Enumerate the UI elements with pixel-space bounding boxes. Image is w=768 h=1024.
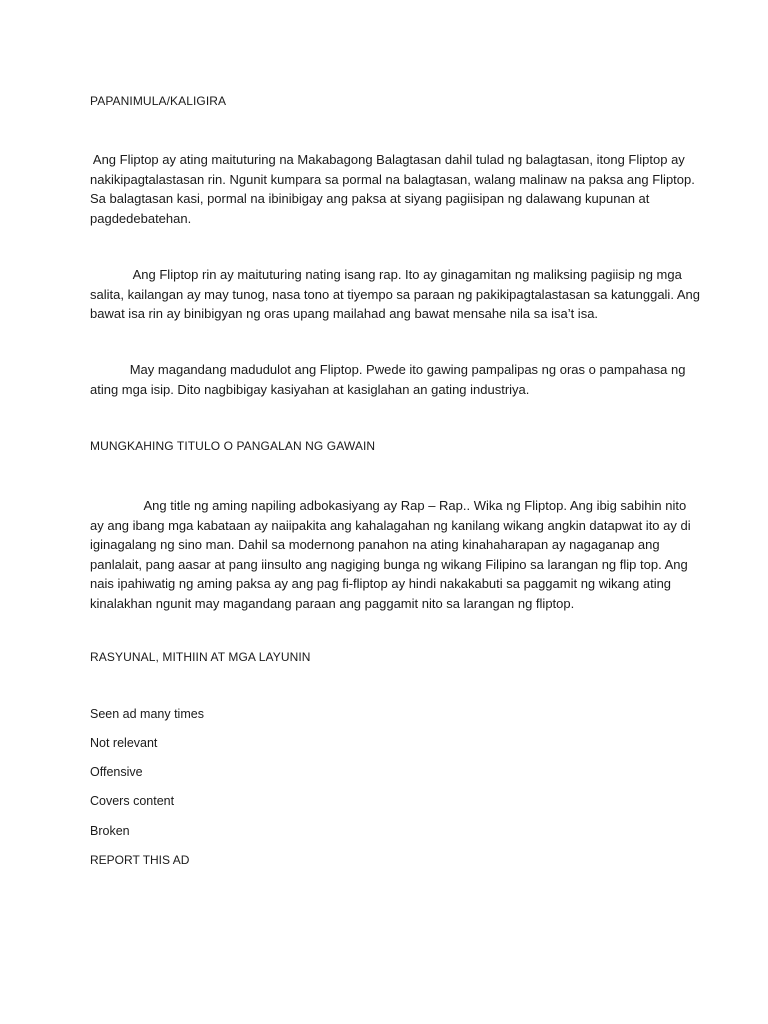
paragraph-line: bawat isa rin ay binibigyan ng oras upang mailahad ang bawat mensahe nila sa isa’t isa. — [90, 306, 599, 321]
paragraph-line: Ang Fliptop ay ating maituturing na Makabagong Balagtasan dahil tulad ng balagtasan, itong Fliptop ay — [90, 152, 685, 167]
paragraph-fliptop-balagtasan — [90, 150, 695, 228]
paragraph-line: ating mga isip. Dito nagbibigay kasiyahan at kasiglahan an gating industriya. — [90, 381, 530, 397]
ad-feedback-option-seen-many-times[interactable]: Seen ad many times — [90, 707, 204, 721]
paragraph-line: nais ipahiwatig ng aming paksa ay ang pag fi-fliptop ay hindi nakakabuti sa paggamit ng wikang ating — [90, 576, 672, 591]
paragraph-line: Ang Fliptop rin ay maituturing nating isang rap. Ito ay ginagamitan ng maliksing pagiisip ng mga — [90, 267, 682, 282]
ad-feedback-option-broken[interactable]: Broken — [90, 824, 130, 838]
paragraph-line: Sa balagtasan kasi, pormal na ibinibigay ang paksa at siyang pagiisipan ng dalawang kupunan at — [90, 191, 650, 206]
report-ad-button[interactable]: REPORT THIS AD — [90, 853, 190, 867]
ad-feedback-option-offensive[interactable]: Offensive — [90, 765, 143, 779]
section-heading-mungkahing-titulo: MUNGKAHING TITULO O PANGALAN NG GAWAIN — [90, 439, 376, 453]
paragraph-line: May magandang madudulot ang Fliptop. Pwede ito gawing pampalipas ng oras o pampahasa ng — [90, 362, 686, 377]
section-heading-rasyunal: RASYUNAL, MITHIIN AT MGA LAYUNIN — [90, 650, 311, 664]
paragraph-line: nakikipagtalastasan rin. Ngunit kumpara sa pormal na balagtasan, walang malinaw na paksa ang Fliptop. — [90, 171, 695, 187]
ad-feedback-option-not-relevant[interactable]: Not relevant — [90, 736, 158, 750]
paragraph-line: ay ang ibang mga kabataan ay naiipakita ang kahalagahan ng kanilang wikang angkin datapwat ito ay di — [90, 517, 691, 533]
paragraph-title-advocacy — [90, 496, 690, 613]
paragraph-fliptop-rap — [90, 265, 700, 324]
paragraph-line: panlalait, pang aasar at pang iinsulto ang nagiging bunga ng wikang Filipino sa larangan ng flip top. Ang — [90, 556, 688, 572]
ad-feedback-option-covers-content[interactable]: Covers content — [90, 794, 175, 808]
paragraph-fliptop-benefits — [90, 360, 690, 399]
paragraph-line: pagdedebatehan. — [90, 210, 192, 226]
paragraph-line: salita, kailangan ay may tunog, nasa tono at tiyempo sa paraan ng pakikipagtalastasan sa katunggali. Ang — [90, 286, 700, 302]
paragraph-line: iginagalang ng sino man. Dahil sa modernong panahon na ating kinahaharapan ay nagaganap ang — [90, 537, 660, 552]
paragraph-line: kinalakhan ngunit may magandang paraan ang paggamit nito sa larangan ng fliptop. — [90, 595, 575, 611]
paragraph-line: Ang title ng aming napiling adbokasiyang ay Rap – Rap.. Wika ng Fliptop. Ang ibig sabihin nito — [90, 498, 687, 513]
section-heading-papanimula: PAPANIMULA/KALIGIRA — [90, 94, 227, 108]
